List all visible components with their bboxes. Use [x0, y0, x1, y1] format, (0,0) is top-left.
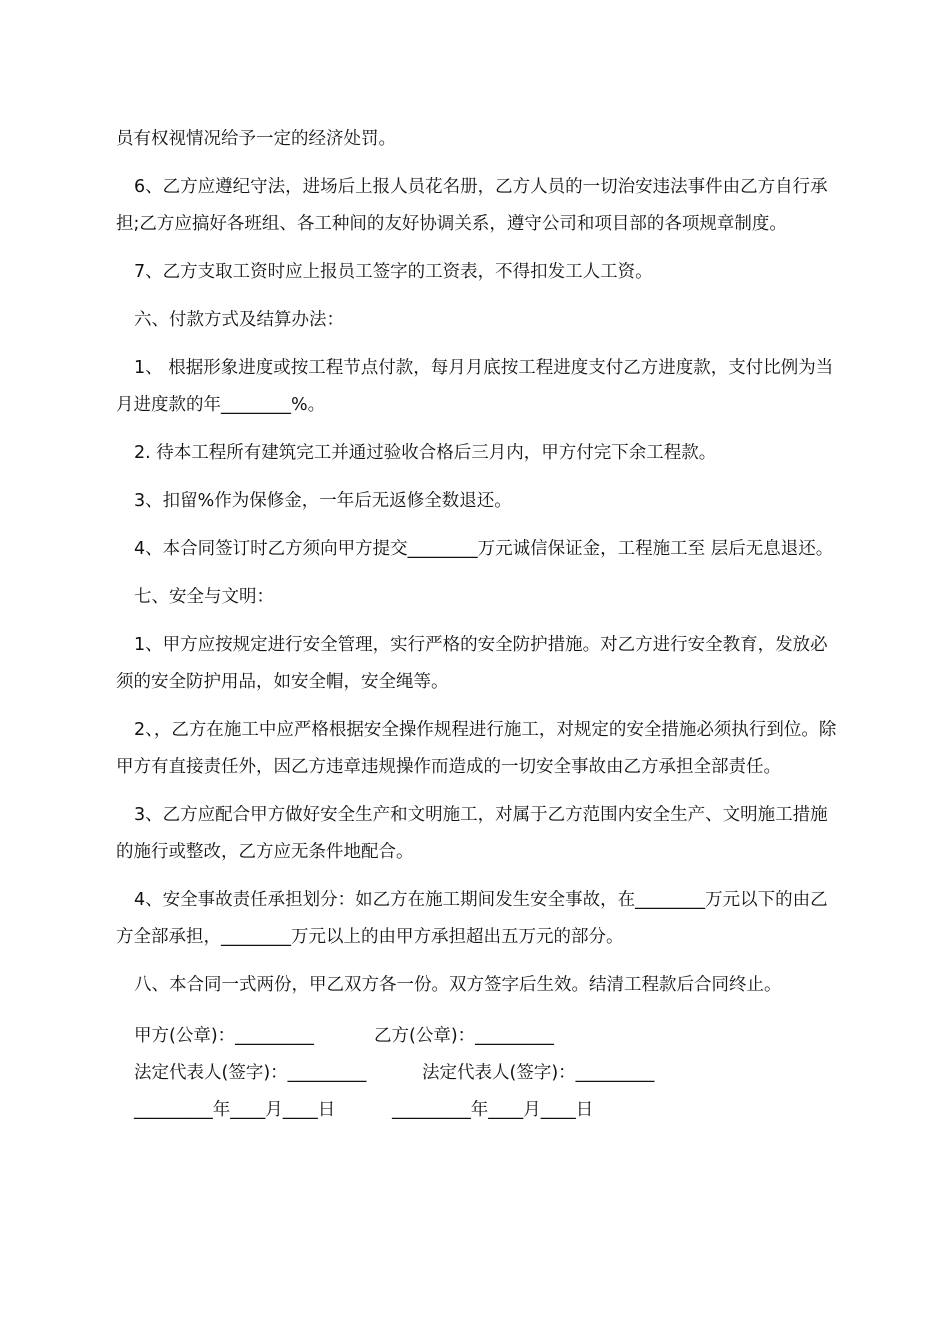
party-b-seal: 乙方(公章)：_________ [374, 1026, 554, 1046]
party-b-representative: 法定代表人(签字)：_________ [422, 1063, 655, 1083]
paragraph-10: 2、，乙方在施工中应严格根据安全操作规程进行施工，对规定的安全措施必须执行到位。除甲方有直接责任外，因乙方违章违规操作而造成的一切安全事故由乙方承担全部责任。 [116, 720, 837, 777]
paragraph-4: 1、 根据形象进度或按工程节点付款，每月月底按工程进度支付乙方进度款，支付比例为当月进度款的年________%。 [116, 358, 834, 415]
signature-block [134, 1018, 814, 1129]
paragraph-11: 3、乙方应配合甲方做好安全生产和文明施工，对属于乙方范围内安全生产、文明施工措施的施行或整改，乙方应无条件地配合。 [116, 805, 828, 862]
paragraph-2: 7、乙方支取工资时应上报员工签字的工资表，不得扣发工人工资。 [134, 262, 653, 282]
paragraph-6: 3、扣留%作为保修金，一年后无返修全数退还。 [134, 491, 512, 511]
paragraph-0: 员有权视情况给予一定的经济处罚。 [116, 129, 396, 149]
party-a-date: _________年____月____日 [134, 1100, 336, 1120]
party-a-seal: 甲方(公章)：_________ [134, 1026, 314, 1046]
contract-body [116, 121, 840, 1015]
paragraph-12: 4、安全事故责任承担划分：如乙方在施工期间发生安全事故，在________万元以下的由乙方全部承担，________万元以上的由甲方承担超出五万元的部分。 [116, 890, 828, 947]
party-a-representative: 法定代表人(签字)：_________ [134, 1063, 367, 1083]
representative-row [134, 1055, 814, 1092]
seal-row [134, 1018, 814, 1055]
section-heading-safety: 七、安全与文明： [134, 587, 274, 607]
paragraph-9: 1、甲方应按规定进行安全管理，实行严格的安全防护措施。对乙方进行安全教育，发放必须的安全防护用品，如安全帽，安全绳等。 [116, 635, 828, 692]
party-b-date: _________年____月____日 [392, 1100, 594, 1120]
paragraph-13: 八、本合同一式两份，甲乙双方各一份。双方签字后生效。结清工程款后合同终止。 [134, 975, 782, 995]
paragraph-7: 4、本合同签订时乙方须向甲方提交________万元诚信保证金，工程施工至 层后无息退还。 [134, 539, 834, 559]
paragraph-1: 6、乙方应遵纪守法，进场后上报人员花名册，乙方人员的一切治安违法事件由乙方自行承担;乙方应搞好各班组、各工种间的友好协调关系，遵守公司和项目部的各项规章制度。 [116, 177, 828, 234]
paragraph-5: 2. 待本工程所有建筑完工并通过验收合格后三月内，甲方付完下余工程款。 [134, 443, 717, 463]
section-heading-payment: 六、付款方式及结算办法： [134, 310, 344, 330]
date-row [134, 1092, 814, 1129]
